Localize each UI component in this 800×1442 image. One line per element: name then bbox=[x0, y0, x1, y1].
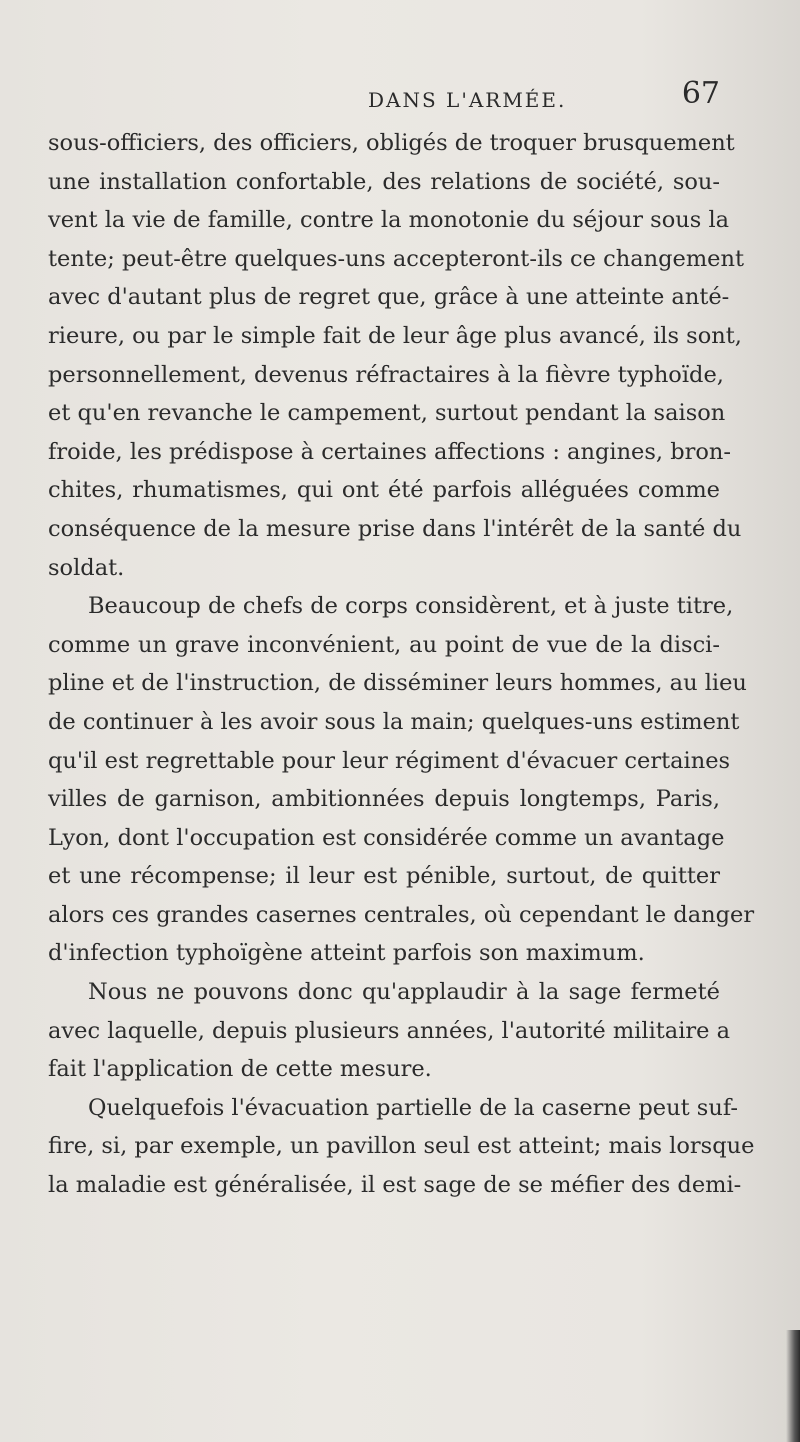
text-line: comme un grave inconvénient, au point de vue de la disci- bbox=[48, 631, 720, 658]
paragraph-start-line: Nous ne pouvons donc qu'applaudir à la sage fermeté bbox=[88, 979, 720, 1006]
text-line: villes de garnison, ambitionnées depuis longtemps, Paris, bbox=[48, 786, 720, 813]
text-line: et une récompense; il leur est pénible, surtout, de quitter bbox=[48, 863, 720, 890]
page-header bbox=[368, 76, 720, 128]
paragraph-start-line: Beaucoup de chefs de corps considèrent, et à juste titre, bbox=[88, 593, 734, 620]
paragraph-start-line: Quelquefois l'évacuation partielle de la caserne peut suf- bbox=[88, 1094, 738, 1121]
text-line: sous-officiers, des officiers, obligés de troquer brusquement bbox=[48, 130, 735, 156]
text-line: fire, si, par exemple, un pavillon seul est atteint; mais lorsque bbox=[48, 1133, 755, 1160]
text-line: alors ces grandes casernes centrales, où cependant le danger bbox=[48, 901, 755, 928]
text-line: froide, les prédispose à certaines affections : angines, bron- bbox=[48, 438, 732, 465]
text-line: de continuer à les avoir sous la main; quelques-uns estiment bbox=[48, 708, 740, 735]
text-line: qu'il est regrettable pour leur régiment d'évacuer certaines bbox=[48, 747, 731, 774]
text-line: pline et de l'instruction, de disséminer leurs hommes, au lieu bbox=[48, 670, 747, 697]
text-line: avec laquelle, depuis plusieurs années, l'autorité militaire a bbox=[48, 1017, 731, 1044]
text-line: et qu'en revanche le campement, surtout pendant la saison bbox=[48, 400, 726, 427]
text-line: la maladie est généralisée, il est sage de se méfier des demi- bbox=[48, 1172, 742, 1199]
paragraph-end-line: soldat. bbox=[48, 554, 125, 581]
paragraph-end-line: d'infection typhoïgène atteint parfois son maximum. bbox=[48, 940, 645, 967]
text-line: avec d'autant plus de regret que, grâce à une atteinte anté- bbox=[48, 284, 730, 311]
page-edge-shadow bbox=[786, 1330, 800, 1442]
text-line: tente; peut-être quelques-uns accepteront-ils ce changement bbox=[48, 245, 745, 272]
text-line: personnellement, devenus réfractaires à la fièvre typhoïde, bbox=[48, 361, 724, 388]
body-text bbox=[48, 124, 755, 1205]
running-head: DANS L'ARMÉE. bbox=[368, 88, 567, 112]
text-line: conséquence de la mesure prise dans l'intérêt de la santé du bbox=[48, 515, 742, 542]
text-line: une installation confortable, des relations de société, sou- bbox=[48, 168, 720, 195]
paragraph-end-line: fait l'application de cette mesure. bbox=[48, 1056, 432, 1083]
text-line: rieure, ou par le simple fait de leur âge plus avancé, ils sont, bbox=[48, 322, 742, 349]
text-line: Lyon, dont l'occupation est considérée comme un avantage bbox=[48, 824, 725, 851]
page-number: 67 bbox=[681, 76, 720, 111]
text-line: vent la vie de famille, contre la monotonie du séjour sous la bbox=[48, 207, 730, 234]
text-line: chites, rhumatismes, qui ont été parfois alléguées comme bbox=[48, 477, 720, 504]
